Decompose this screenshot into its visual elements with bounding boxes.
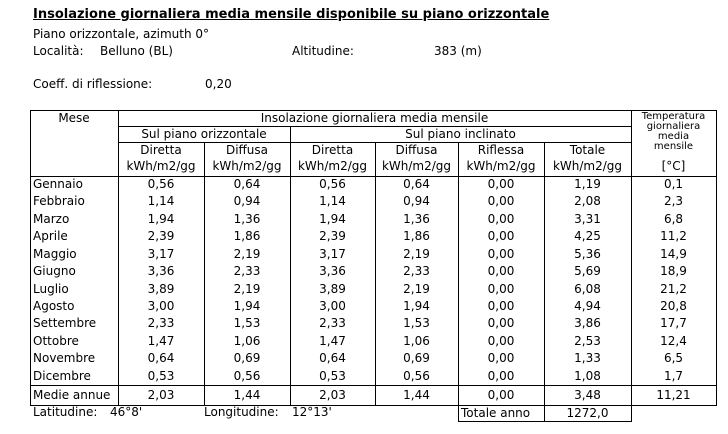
averages-cell: 1,44 [403,388,430,402]
table-cell: 1,94 [147,211,175,226]
longitude-label: Longitudine: [204,405,279,419]
table-cell: 3,89 [319,281,346,296]
table-cell: 3,17 [319,246,346,261]
table-cell: 18,9 [660,264,687,279]
table-cell: 2,19 [403,281,430,296]
table-cell: 2,33 [233,264,261,279]
table-cell: 6,08 [574,281,601,296]
table-cell: 1,47 [147,333,175,348]
table-cell: 2,39 [147,229,175,244]
temperature-header-line: mensile [653,141,694,152]
table-cell: 2,39 [319,229,346,244]
month-label: Aprile [33,229,68,244]
table-cell: 0,00 [487,281,515,296]
table-cell: 0,53 [147,368,175,383]
table-cell: 1,14 [147,194,175,209]
averages-cell: 1,44 [233,388,261,402]
table-cell: 11,2 [660,229,687,244]
month-label: Novembre [33,351,96,366]
table-cell: 4,94 [574,298,601,313]
altitude-label: Altitudine: [292,44,354,58]
column-unit: kWh/m2/gg [126,159,196,173]
column-name: Diretta [140,143,182,157]
table-cell: 0,64 [319,351,346,366]
table-cell: 0,00 [487,194,515,209]
table-cell: 0,53 [319,368,346,383]
table-cell: 1,14 [319,194,346,209]
longitude-value: 12°13' [292,405,332,419]
table-cell: 0,1 [663,177,684,191]
averages-cell: 2,03 [147,388,175,402]
table-cell: 0,56 [319,177,346,191]
total-value: 1272,0 [566,406,609,420]
table-cell: 0,94 [403,194,430,209]
group-header: Insolazione giornaliera media mensile [260,111,489,125]
table-cell: 1,94 [403,298,430,313]
temperature-header-line: media [657,131,690,142]
table-cell: 17,7 [660,316,687,331]
column-unit: kWh/m2/gg [212,159,282,173]
table-cell: 3,36 [319,264,346,279]
table-cell: 1,86 [403,229,430,244]
table-cell: 2,53 [574,333,601,348]
table-cell: 1,86 [233,229,261,244]
month-label: Gennaio [33,177,83,191]
averages-cell: 3,48 [574,388,601,402]
temperature-unit: [°C] [661,159,686,173]
table-cell: 6,8 [663,211,684,226]
table-cell: 0,56 [403,368,430,383]
month-label: Settembre [33,316,97,331]
averages-cell: 11,21 [656,388,691,402]
month-header: Mese [58,111,90,125]
month-label: Agosto [33,298,75,313]
table-cell: 0,56 [233,368,261,383]
table-cell: 2,33 [147,316,175,331]
table-cell: 1,7 [663,368,684,383]
column-unit: kWh/m2/gg [297,159,368,173]
table-cell: 20,8 [660,298,687,313]
inclined-plane-header: Sul piano inclinato [405,127,516,141]
table-border-right [716,110,717,405]
month-label: Dicembre [33,368,91,383]
table-cell: 0,69 [403,351,430,366]
table-cell: 1,53 [233,316,261,331]
table-cell: 3,86 [574,316,601,331]
table-cell: 0,94 [233,194,261,209]
horizontal-plane-header: Sul piano orizzontale [141,127,267,141]
table-cell: 0,64 [147,351,175,366]
total-label: Totale anno [461,406,531,420]
table-cell: 6,5 [663,351,684,366]
table-cell: 5,69 [574,264,601,279]
month-label: Febbraio [33,194,85,209]
table-cell: 0,56 [147,177,175,191]
averages-label: Medie annue [33,388,111,402]
table-cell: 1,53 [403,316,430,331]
table-cell: 0,00 [487,351,515,366]
location-label: Località: [33,44,84,58]
temperature-header [631,112,716,158]
column-name: Diffusa [395,143,438,157]
table-cell: 1,47 [319,333,346,348]
table-cell: 0,00 [487,229,515,244]
table-cell: 0,00 [487,316,515,331]
table-cell: 1,06 [403,333,430,348]
reflection-label: Coeff. di riflessione: [33,77,153,91]
table-cell: 1,94 [319,211,346,226]
table-cell: 3,89 [147,281,175,296]
table-cell: 3,36 [147,264,175,279]
page-title: Insolazione giornaliera media mensile disponibile su piano orizzontale [33,7,550,22]
table-cell: 21,2 [660,281,687,296]
temperature-header-line: giornaliera [646,121,701,132]
month-label: Giugno [33,264,76,279]
reflection-value: 0,20 [205,77,232,91]
averages-cell: 0,00 [487,388,515,402]
column-unit: kWh/m2/gg [466,159,536,173]
latitude-label: Latitudine: [33,405,98,419]
month-label: Ottobre [33,333,79,348]
column-name: Diretta [311,143,354,157]
table-cell: 2,19 [403,246,430,261]
table-cell: 1,06 [233,333,261,348]
table-cell: 3,31 [574,211,601,226]
table-cell: 1,08 [574,368,601,383]
temperature-header-line: Temperatura [641,112,706,122]
orientation-text: Piano orizzontale, azimuth 0° [33,27,210,41]
table-cell: 1,36 [403,211,430,226]
averages-cell: 2,03 [319,388,346,402]
table-cell: 0,00 [487,264,515,279]
table-cell: 2,3 [663,194,684,209]
table-cell: 1,94 [233,298,261,313]
data-table [30,110,716,421]
table-cell: 1,36 [233,211,261,226]
month-label: Marzo [33,211,70,226]
table-cell: 2,33 [319,316,346,331]
table-cell: 3,00 [319,298,346,313]
month-label: Luglio [33,281,69,296]
table-cell: 14,9 [660,246,687,261]
table-cell: 0,64 [403,177,430,191]
table-cell: 2,19 [233,246,261,261]
table-cell: 1,33 [574,351,601,366]
table-border-left [30,110,31,405]
column-unit: kWh/m2/gg [381,159,452,173]
altitude-value: 383 (m) [434,44,482,58]
table-cell: 0,69 [233,351,261,366]
table-cell: 3,17 [147,246,175,261]
column-name: Totale [569,143,606,157]
table-cell: 0,00 [487,211,515,226]
table-cell: 2,19 [233,281,261,296]
column-name: Riflessa [477,143,525,157]
table-cell: 0,00 [487,246,515,261]
table-cell: 1,19 [574,177,601,191]
location-value: Belluno (BL) [100,44,173,58]
table-cell: 2,08 [574,194,601,209]
column-name: Diffusa [225,143,269,157]
table-cell: 0,00 [487,333,515,348]
table-cell: 0,00 [487,177,515,191]
table-cell: 0,00 [487,368,515,383]
table-cell: 12,4 [660,333,687,348]
column-unit: kWh/m2/gg [552,159,623,173]
total-bottom-rule [458,421,632,422]
table-cell: 0,64 [233,177,261,191]
table-cell: 4,25 [574,229,601,244]
table-cell: 0,00 [487,298,515,313]
table-cell: 5,36 [574,246,601,261]
month-label: Maggio [33,246,77,261]
latitude-value: 46°8' [110,405,143,419]
table-cell: 2,33 [403,264,430,279]
table-cell: 3,00 [147,298,175,313]
